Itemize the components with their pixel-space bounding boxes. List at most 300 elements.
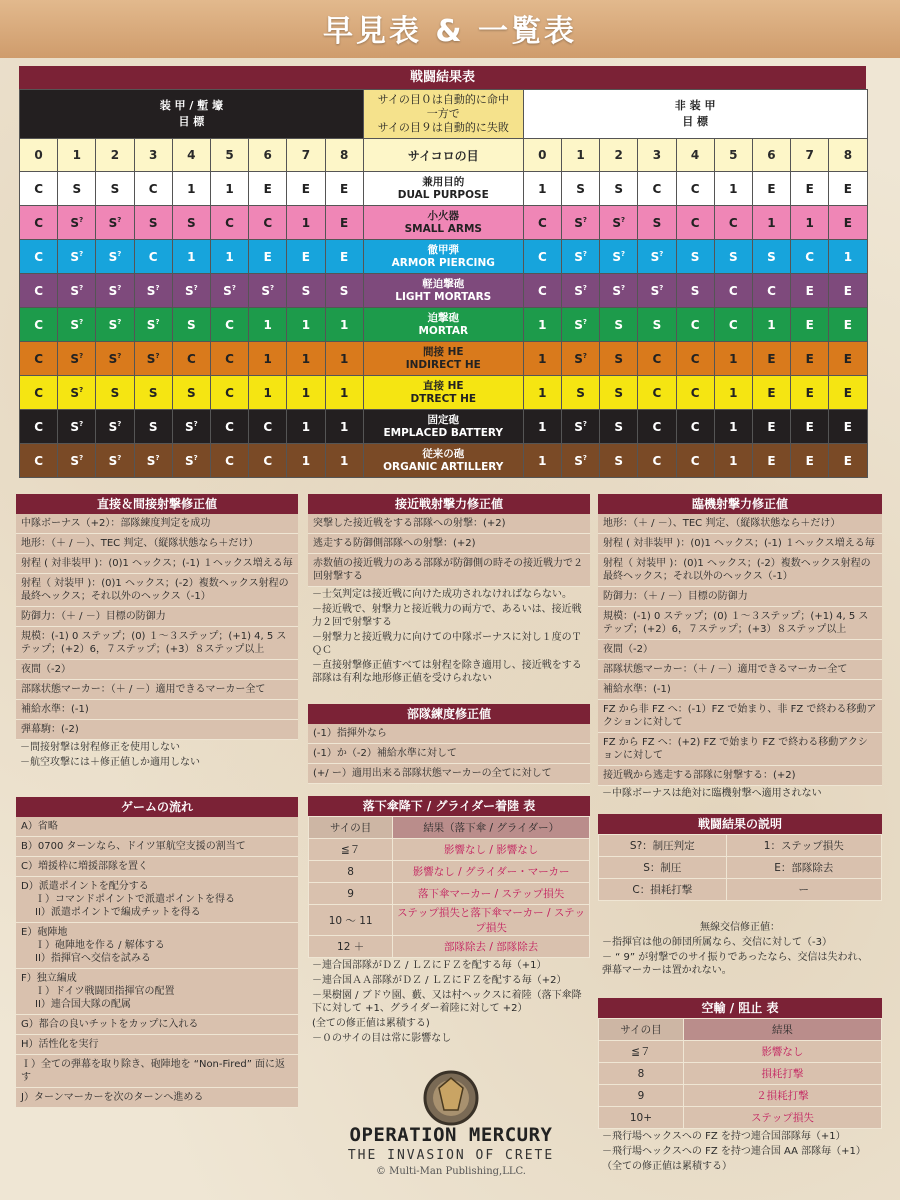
- modifier-item: 射程 ( 対非装甲 )：(0)1 ヘックス；(-1) １ヘックス増える毎: [16, 554, 298, 574]
- legend-item: S?：制圧判定: [599, 835, 727, 857]
- result-cell: S: [172, 206, 210, 240]
- weapon-en: INDIRECT HE: [405, 358, 481, 371]
- crt-row: [20, 274, 868, 308]
- result-cell: [210, 274, 248, 308]
- result-cell: C: [523, 206, 561, 240]
- result-cell: S: [561, 376, 599, 410]
- result-mark: ?: [79, 317, 84, 326]
- result-cell: E: [791, 308, 829, 342]
- result-cell: E: [325, 172, 363, 206]
- note-line: (全ての修正値は累積する): [312, 1018, 430, 1029]
- result-cell: [561, 444, 599, 478]
- result-cell: [58, 206, 96, 240]
- dice-value: 1: [561, 139, 599, 172]
- result-letter: S: [70, 283, 80, 298]
- result-cell: [600, 240, 638, 274]
- crt-row: [20, 444, 868, 478]
- result-letter: S: [108, 419, 118, 434]
- result-mark: ?: [582, 283, 587, 292]
- result-letter: S: [108, 317, 118, 332]
- result-cell: 1: [287, 376, 325, 410]
- result-cell: C: [638, 444, 676, 478]
- dice-value: 0: [523, 139, 561, 172]
- modifier-item: 射程（ 対装甲 )：(0)1 ヘックス；(-2）複数ヘックス射程の最終ヘックス；それ以外のヘックス（-1）: [16, 574, 298, 607]
- result-cell: [561, 410, 599, 444]
- eagle-emblem-icon: [336, 1066, 566, 1128]
- result-cell: C: [172, 342, 210, 376]
- result-mark: ?: [79, 215, 84, 224]
- weapon-en: SMALL ARMS: [404, 222, 482, 235]
- dice-value: 6: [249, 139, 287, 172]
- dice-value: 5: [210, 139, 248, 172]
- result-cell: 1: [172, 172, 210, 206]
- roll-value: 9: [309, 883, 393, 905]
- result-mark: ?: [621, 249, 626, 258]
- col-dice: サイの目: [309, 817, 393, 839]
- modifier-item: 防御力：（＋ / －）目標の防御力: [598, 587, 882, 607]
- result-letter: S: [261, 283, 271, 298]
- result-cell: C: [210, 308, 248, 342]
- weapon-jp: 小火器: [427, 209, 460, 222]
- result-cell: S: [134, 410, 172, 444]
- result-cell: S: [752, 240, 790, 274]
- result-cell: [96, 342, 134, 376]
- note-line: －飛行場ヘックスへの FZ を持つ連合国部隊毎（+1）: [602, 1131, 846, 1142]
- result-letter: S: [146, 453, 156, 468]
- result-value: 部隊除去 / 部隊除去: [393, 936, 590, 958]
- modifier-item: 補給水準：(-1): [16, 700, 298, 720]
- result-cell: E: [791, 342, 829, 376]
- close-combat-title: 接近戦射撃力修正値: [308, 494, 590, 514]
- result-cell: [134, 274, 172, 308]
- flow-step: [16, 969, 298, 1015]
- table-row: [309, 883, 590, 905]
- result-cell: C: [210, 410, 248, 444]
- result-cell: E: [829, 308, 867, 342]
- crt-row: [20, 206, 868, 240]
- result-cell: E: [752, 376, 790, 410]
- result-value: 影響なし / グライダー・マーカー: [393, 861, 590, 883]
- result-mark: ?: [582, 249, 587, 258]
- result-cell: S: [134, 376, 172, 410]
- flow-line: II）派遣ポイントで編成チットを得る: [35, 907, 201, 918]
- table-row: [599, 1063, 882, 1085]
- result-cell: S: [676, 274, 714, 308]
- note-line: －航空攻撃には＋修正値しか適用しない: [20, 757, 200, 768]
- result-mark: ?: [621, 283, 626, 292]
- modifier-item: 中隊ボーナス（+2）：部隊練度判定を成功: [16, 514, 298, 534]
- flow-line: G）都合の良いチットをカップに入れる: [21, 1019, 199, 1030]
- note-line: －連合国ＡＡ部隊がＤＺ / ＬＺにＦＺを配する毎（+2）: [312, 975, 567, 986]
- result-mark: ?: [659, 249, 664, 258]
- flow-line: II）指揮官へ交信を試みる: [35, 953, 151, 964]
- result-cell: [58, 240, 96, 274]
- result-cell: E: [325, 240, 363, 274]
- modifier-item: 逃走する防御側部隊への射撃：(+2): [308, 534, 590, 554]
- legend-item: C：損耗打撃: [599, 879, 727, 901]
- result-cell: C: [523, 274, 561, 308]
- result-cell: S: [714, 240, 752, 274]
- flow-line: Ｉ）コマンドポイントで派遣ポイントを得る: [35, 894, 235, 905]
- flow-line: Ｉ）全ての弾幕を取り除き、砲陣地を “Non-Fired” 面に返す: [21, 1059, 286, 1083]
- note-line: － “ 9” が射撃でのサイ振りであったなら、交信は失われ、弾幕マーカーは置かれない。: [602, 952, 869, 976]
- result-cell: [96, 240, 134, 274]
- result-cell: S: [600, 172, 638, 206]
- result-cell: E: [325, 206, 363, 240]
- result-cell: C: [714, 308, 752, 342]
- weapon-label: [363, 376, 523, 410]
- legend-item: E：部隊除去: [726, 857, 881, 879]
- result-cell: S: [600, 308, 638, 342]
- modifier-item: (-1）指揮外なら: [308, 724, 590, 744]
- result-cell: E: [829, 342, 867, 376]
- result-cell: C: [638, 172, 676, 206]
- result-cell: 1: [210, 172, 248, 206]
- result-cell: 1: [714, 410, 752, 444]
- result-cell: [600, 274, 638, 308]
- result-letter: S: [70, 351, 80, 366]
- legend-item: ー: [726, 879, 881, 901]
- modifier-item: 弾幕駒：(-2): [16, 720, 298, 740]
- weapon-en: ARMOR PIERCING: [391, 256, 495, 269]
- result-letter: S: [108, 249, 118, 264]
- parachute-table: [308, 796, 590, 1046]
- col-result: 結果（落下傘 / グライダー）: [393, 817, 590, 839]
- result-letter: S: [650, 249, 660, 264]
- result-cell: [638, 274, 676, 308]
- flow-line: A）省略: [21, 821, 58, 832]
- crt-title: 戦闘結果表: [19, 66, 866, 89]
- opportunity-fire-modifiers: [598, 494, 882, 801]
- result-cell: S: [96, 376, 134, 410]
- weapon-label: [363, 172, 523, 206]
- result-cell: E: [791, 172, 829, 206]
- flow-line: D）派遣ポイントを配分する: [21, 881, 149, 892]
- result-value: 損耗打撃: [683, 1063, 881, 1085]
- flow-step: [16, 1055, 298, 1088]
- result-cell: 1: [523, 342, 561, 376]
- result-letter: S: [184, 283, 194, 298]
- note-line: －士気判定は接近戦に向けた成功されなければならない。: [312, 589, 572, 600]
- training-modifiers: [308, 704, 590, 784]
- result-cell: [58, 376, 96, 410]
- operation-mercury-logo: [336, 1066, 566, 1196]
- weapon-en: EMPLACED BATTERY: [383, 426, 504, 439]
- result-cell: C: [134, 240, 172, 274]
- result-cell: E: [287, 172, 325, 206]
- result-letter: S: [574, 249, 583, 264]
- result-letter: S: [574, 283, 583, 298]
- result-letter: S: [574, 453, 583, 468]
- result-cell: [561, 342, 599, 376]
- result-cell: C: [638, 410, 676, 444]
- result-cell: 1: [287, 342, 325, 376]
- result-cell: 1: [249, 342, 287, 376]
- roll-value: 12 ＋: [309, 936, 393, 958]
- result-letter: S: [574, 351, 583, 366]
- result-cell: [96, 206, 134, 240]
- result-cell: [58, 410, 96, 444]
- result-letter: S: [146, 283, 156, 298]
- result-cell: 1: [523, 172, 561, 206]
- result-cell: 1: [287, 444, 325, 478]
- result-cell: [96, 274, 134, 308]
- logo-subtitle: THE INVASION OF CRETE: [347, 1148, 555, 1163]
- result-cell: [561, 308, 599, 342]
- result-cell: C: [714, 274, 752, 308]
- roll-value: 9: [599, 1085, 684, 1107]
- result-mark: ?: [155, 453, 160, 462]
- result-cell: C: [676, 342, 714, 376]
- dice-value: 0: [20, 139, 58, 172]
- modifier-item: (+/ ー）適用出来る部隊状態マーカーの全てに対して: [308, 764, 590, 784]
- result-cell: S: [58, 172, 96, 206]
- result-mark: ?: [117, 351, 122, 360]
- weapon-en: LIGHT MORTARS: [395, 290, 492, 303]
- result-cell: C: [134, 172, 172, 206]
- result-cell: 1: [714, 444, 752, 478]
- result-cell: [561, 240, 599, 274]
- result-mark: ?: [582, 419, 587, 428]
- result-letter: S: [612, 249, 622, 264]
- result-value: 影響なし / 影響なし: [393, 839, 590, 861]
- weapon-en: MORTAR: [418, 324, 469, 337]
- dice-value: 8: [325, 139, 363, 172]
- result-mark: ?: [117, 453, 122, 462]
- legend-item: S：制圧: [599, 857, 727, 879]
- modifier-item: 突撃した接近戦をする部隊への射撃：(+2): [308, 514, 590, 534]
- modifier-item: FZ から FZ へ：(+2) FZ で始まり FZ で終わる移動アクションに対して: [598, 733, 882, 766]
- result-cell: E: [791, 444, 829, 478]
- result-letter: S: [612, 215, 622, 230]
- nonarmored-target-header: [523, 90, 867, 139]
- flow-step: [16, 1035, 298, 1055]
- dice-value: 4: [676, 139, 714, 172]
- result-cell: C: [20, 274, 58, 308]
- result-cell: E: [287, 240, 325, 274]
- table-header: [599, 1019, 882, 1041]
- result-mark: ?: [155, 351, 160, 360]
- dice-value: 2: [96, 139, 134, 172]
- armored-target-label: 目 標: [178, 115, 205, 128]
- flow-line: F）独立編成: [21, 973, 77, 984]
- note-line: －射撃力と接近戦力に向けての中隊ボーナスに対し１度のＴＱＣ: [312, 632, 582, 656]
- result-letter: S: [108, 283, 118, 298]
- result-letter: S: [146, 317, 156, 332]
- result-cell: S: [600, 410, 638, 444]
- result-mark: ?: [117, 419, 122, 428]
- result-cell: 1: [287, 410, 325, 444]
- direct-fire-title: 直接＆間接射撃修正値: [16, 494, 298, 514]
- result-cell: C: [20, 240, 58, 274]
- result-mark: ?: [79, 453, 84, 462]
- crt-row: [20, 172, 868, 206]
- result-cell: [172, 274, 210, 308]
- result-letter: S: [70, 215, 80, 230]
- note-line: －０のサイの目は常に影響なし: [312, 1033, 452, 1044]
- result-mark: ?: [582, 453, 587, 462]
- weapon-en: DTRECT HE: [410, 392, 477, 405]
- weapon-en: DUAL PURPOSE: [397, 188, 489, 201]
- result-mark: ?: [79, 385, 84, 394]
- flow-line: E）砲陣地: [21, 927, 68, 938]
- result-cell: [96, 410, 134, 444]
- copyright: © Multi-Man Publishing,LLC.: [376, 1166, 526, 1177]
- result-cell: [96, 444, 134, 478]
- armored-label: 装 甲 / 塹 壕: [159, 99, 224, 112]
- modifier-item: 地形：（＋ / －）、TEC 判定、（縦隊状態なら＋だけ）: [16, 534, 298, 554]
- result-cell: S: [600, 376, 638, 410]
- result-cell: S: [172, 376, 210, 410]
- result-cell: 1: [523, 376, 561, 410]
- note-line: －接近戦で、射撃力と接近戦力の両方で、あるいは、接近戦力２回で射撃する: [312, 604, 582, 628]
- weapon-label: [363, 206, 523, 240]
- modifier-item: 接近戦から逃走する部隊に射撃する：(+2): [598, 766, 882, 786]
- combat-results-table: [19, 89, 866, 478]
- result-cell: E: [829, 444, 867, 478]
- result-cell: S: [600, 342, 638, 376]
- result-mark: ?: [621, 215, 626, 224]
- dice-value: 2: [600, 139, 638, 172]
- result-mark: ?: [117, 317, 122, 326]
- dice-label: サイコロの目: [363, 139, 523, 172]
- result-cell: C: [20, 172, 58, 206]
- result-value: 影響なし: [683, 1041, 881, 1063]
- result-value: ２損耗打撃: [683, 1085, 881, 1107]
- result-cell: E: [791, 376, 829, 410]
- result-cell: C: [714, 206, 752, 240]
- table-row: [599, 1085, 882, 1107]
- result-letter: S: [108, 215, 118, 230]
- weapon-label: [363, 410, 523, 444]
- result-cell: 1: [249, 376, 287, 410]
- opportunity-title: 臨機射撃力修正値: [598, 494, 882, 514]
- result-letter: S: [70, 385, 80, 400]
- result-letter: S: [612, 283, 622, 298]
- result-cell: 1: [325, 410, 363, 444]
- weapon-jp: 直接 HE: [422, 379, 464, 392]
- result-cell: [600, 206, 638, 240]
- result-cell: C: [210, 206, 248, 240]
- radio-modifiers: [598, 920, 882, 978]
- parachute-title: 落下傘降下 / グライダー着陸 表: [308, 796, 590, 816]
- page-title: 早見表 & 一覧表: [322, 14, 578, 49]
- result-mark: ?: [193, 283, 198, 292]
- result-cell: 1: [172, 240, 210, 274]
- result-cell: 1: [714, 342, 752, 376]
- result-cell: 1: [752, 206, 790, 240]
- result-cell: E: [829, 274, 867, 308]
- result-cell: S: [134, 206, 172, 240]
- result-cell: E: [829, 206, 867, 240]
- result-cell: E: [752, 172, 790, 206]
- result-mark: ?: [659, 283, 664, 292]
- result-cell: C: [249, 444, 287, 478]
- dice-value: 7: [791, 139, 829, 172]
- result-cell: S: [325, 274, 363, 308]
- roll-value: ≦７: [309, 839, 393, 861]
- result-cell: C: [676, 410, 714, 444]
- crt-legend-title: 戦闘結果の説明: [598, 814, 882, 834]
- result-letter: S: [70, 249, 80, 264]
- result-cell: 1: [325, 308, 363, 342]
- table-row: [309, 861, 590, 883]
- legend-row: [599, 835, 882, 857]
- result-cell: [561, 206, 599, 240]
- result-cell: [58, 342, 96, 376]
- air-table: [598, 998, 882, 1174]
- legend-row: [599, 879, 882, 901]
- flow-line: B）0700 ターンなら、ドイツ軍航空支援の割当て: [21, 841, 246, 852]
- result-cell: C: [676, 376, 714, 410]
- note-line: －連合国部隊がＤＺ / ＬＺにＦＺを配する毎（+1）: [312, 960, 547, 971]
- flow-step: [16, 857, 298, 877]
- dice-value: 1: [58, 139, 96, 172]
- modifier-item: 補給水準：(-1): [598, 680, 882, 700]
- table-row: [309, 839, 590, 861]
- logo-title: OPERATION MERCURY: [349, 1124, 553, 1146]
- result-cell: E: [829, 172, 867, 206]
- result-cell: C: [20, 376, 58, 410]
- nonarmored-target-label: 目 標: [682, 115, 709, 128]
- result-cell: S: [676, 240, 714, 274]
- game-flow-title: ゲームの流れ: [16, 797, 298, 817]
- flow-step: [16, 837, 298, 857]
- result-value: ステップ損失と落下傘マーカー / ステップ損失: [393, 905, 590, 936]
- result-mark: ?: [582, 351, 587, 360]
- result-cell: [134, 444, 172, 478]
- col-dice: サイの目: [599, 1019, 684, 1041]
- flow-step: [16, 1088, 298, 1108]
- flow-line: H）活性化を実行: [21, 1039, 99, 1050]
- result-mark: ?: [117, 249, 122, 258]
- result-cell: 1: [523, 308, 561, 342]
- result-mark: ?: [117, 283, 122, 292]
- result-cell: E: [752, 444, 790, 478]
- result-cell: C: [676, 444, 714, 478]
- legend-row: [599, 857, 882, 879]
- crt-legend: [598, 814, 882, 901]
- result-cell: C: [210, 444, 248, 478]
- modifier-item: FZ から非 FZ へ：(-1）FZ で始まり、非 FZ で終わる移動アクションに対して: [598, 700, 882, 733]
- result-cell: C: [20, 410, 58, 444]
- modifier-item: 夜間（-2）: [598, 640, 882, 660]
- flow-line: II）連合国大隊の配属: [35, 999, 131, 1010]
- result-cell: E: [791, 274, 829, 308]
- result-letter: S: [108, 351, 118, 366]
- note-line: －間接射撃は射程修正を使用しない: [20, 742, 180, 753]
- table-row: [309, 936, 590, 958]
- result-cell: E: [829, 410, 867, 444]
- close-combat-modifiers: [308, 494, 590, 686]
- auto-hit-note: [363, 90, 523, 139]
- result-cell: C: [249, 410, 287, 444]
- modifier-item: 夜間（-2）: [16, 660, 298, 680]
- result-mark: ?: [231, 283, 236, 292]
- modifier-item: 規模：(-1) 0 ステップ；(0) １～３ステップ；(+1) 4, 5 ステップ；(+2）6，７ステップ；(+3）８ステップ以上: [598, 607, 882, 640]
- result-letter: S: [70, 453, 80, 468]
- result-cell: [249, 274, 287, 308]
- flow-line: J）ターンマーカーを次のターンへ進める: [21, 1092, 204, 1103]
- result-cell: [58, 308, 96, 342]
- result-cell: S: [561, 172, 599, 206]
- result-cell: 1: [829, 240, 867, 274]
- result-letter: S: [574, 317, 583, 332]
- training-title: 部隊練度修正値: [308, 704, 590, 724]
- flow-step: [16, 817, 298, 837]
- table-row: [309, 905, 590, 936]
- weapon-jp: 兼用目的: [422, 175, 465, 188]
